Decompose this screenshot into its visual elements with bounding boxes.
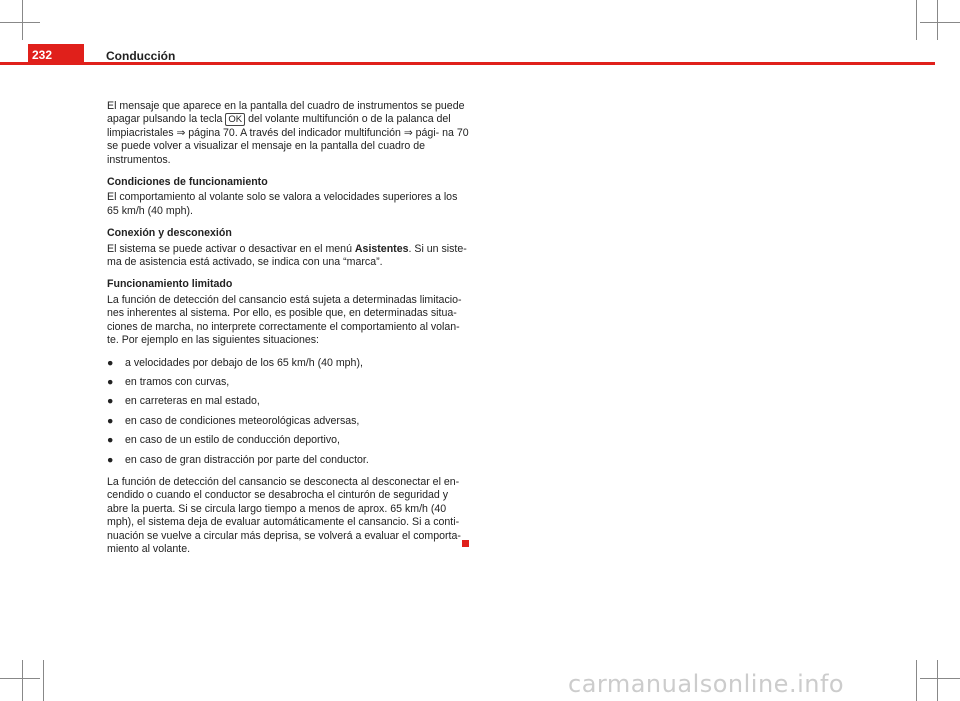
intro-text-b: del volante multifunción o de la palanca del limpiacristales ⇒ página 70. A través del indicador multifunción ⇒ pági- na 70 se puede volver a visualizar el mensaje en la pantalla del cuadro de instrumentos. — [107, 113, 469, 166]
closing-paragraph: La función de detección del cansancio se desconecta al desconectar el en- cendido o cuando el conductor se desabrocha el cinturón de seguridad y abre la puerta. Si se circula largo tiempo a menos de aprox. 65 km/h (40 mph), el sistema deja de evaluar automáticamente el cansancio. Si a conti- nuación se vuelve a circular más deprisa, se volverá a evaluar el comporta- miento al volante. — [107, 475, 461, 555]
crop-mark — [0, 22, 40, 23]
bullet-icon: ● — [107, 356, 114, 369]
list-item — [107, 357, 469, 370]
section-heading-conditions: Condiciones de funcionamiento — [107, 176, 268, 189]
section-text-conditions: El comportamiento al volante solo se valora a velocidades superiores a los 65 km/h (40 mph). — [107, 191, 458, 217]
crop-mark — [920, 22, 960, 23]
section-heading-limited: Funcionamiento limitado — [107, 278, 233, 291]
chapter-title: Conducción — [106, 49, 176, 63]
menu-name-asistentes: Asistentes — [354, 242, 409, 255]
bullet-icon: ● — [107, 414, 114, 427]
section-heading-on-off: Conexión y desconexión — [107, 227, 232, 240]
bullet-icon: ● — [107, 375, 114, 388]
crop-mark — [22, 0, 23, 40]
bullet-icon: ● — [107, 434, 114, 447]
list-item-text: en carreteras en mal estado, — [125, 395, 260, 408]
bullet-icon: ● — [107, 395, 114, 408]
crop-mark — [920, 678, 960, 679]
page-content — [107, 100, 469, 565]
section-text-on-off — [107, 243, 469, 270]
section-text-limited: La función de detección del cansancio está sujeta a determinadas limitacio- nes inherentes al sistema. Por ello, es posible que, en determinadas situa- ciones de marcha, no interprete correctamente el comportamiento al volan- te. Por ejemplo en las siguientes situaciones: — [107, 293, 462, 347]
crop-mark — [916, 0, 917, 40]
crop-mark — [937, 660, 938, 701]
on-off-text-a: El sistema se puede activar o desactivar en el menú — [107, 242, 355, 255]
list-item-text: a velocidades por debajo de los 65 km/h (40 mph), — [125, 356, 363, 369]
section-end-marker — [462, 540, 469, 547]
crop-mark — [916, 660, 917, 701]
list-item — [107, 454, 469, 467]
list-item — [107, 395, 469, 408]
crop-mark — [43, 660, 44, 701]
bullet-icon: ● — [107, 453, 114, 466]
list-item-text: en caso de un estilo de conducción deportivo, — [125, 434, 340, 447]
list-item — [107, 434, 469, 447]
list-item-text: en tramos con curvas, — [125, 375, 230, 388]
on-off-text-b: . Si un siste- ma de asistencia está activado, se indica con una “marca”. — [107, 242, 467, 269]
list-item-text: en caso de condiciones meteorológicas adversas, — [125, 414, 360, 427]
watermark-text: carmanualsonline.info — [568, 670, 845, 698]
intro-paragraph — [107, 100, 469, 167]
list-item — [107, 376, 469, 389]
situations-list — [107, 357, 469, 467]
list-item — [107, 415, 469, 428]
crop-mark — [22, 660, 23, 701]
ok-key-label: OK — [225, 113, 245, 126]
list-item-text: en caso de gran distracción por parte del conductor. — [125, 453, 369, 466]
page-number: 232 — [28, 44, 84, 65]
crop-mark — [0, 678, 40, 679]
intro-text-a: El mensaje que aparece en la pantalla del cuadro de instrumentos se puede apagar pulsando la tecla — [107, 100, 465, 126]
crop-mark — [937, 0, 938, 40]
